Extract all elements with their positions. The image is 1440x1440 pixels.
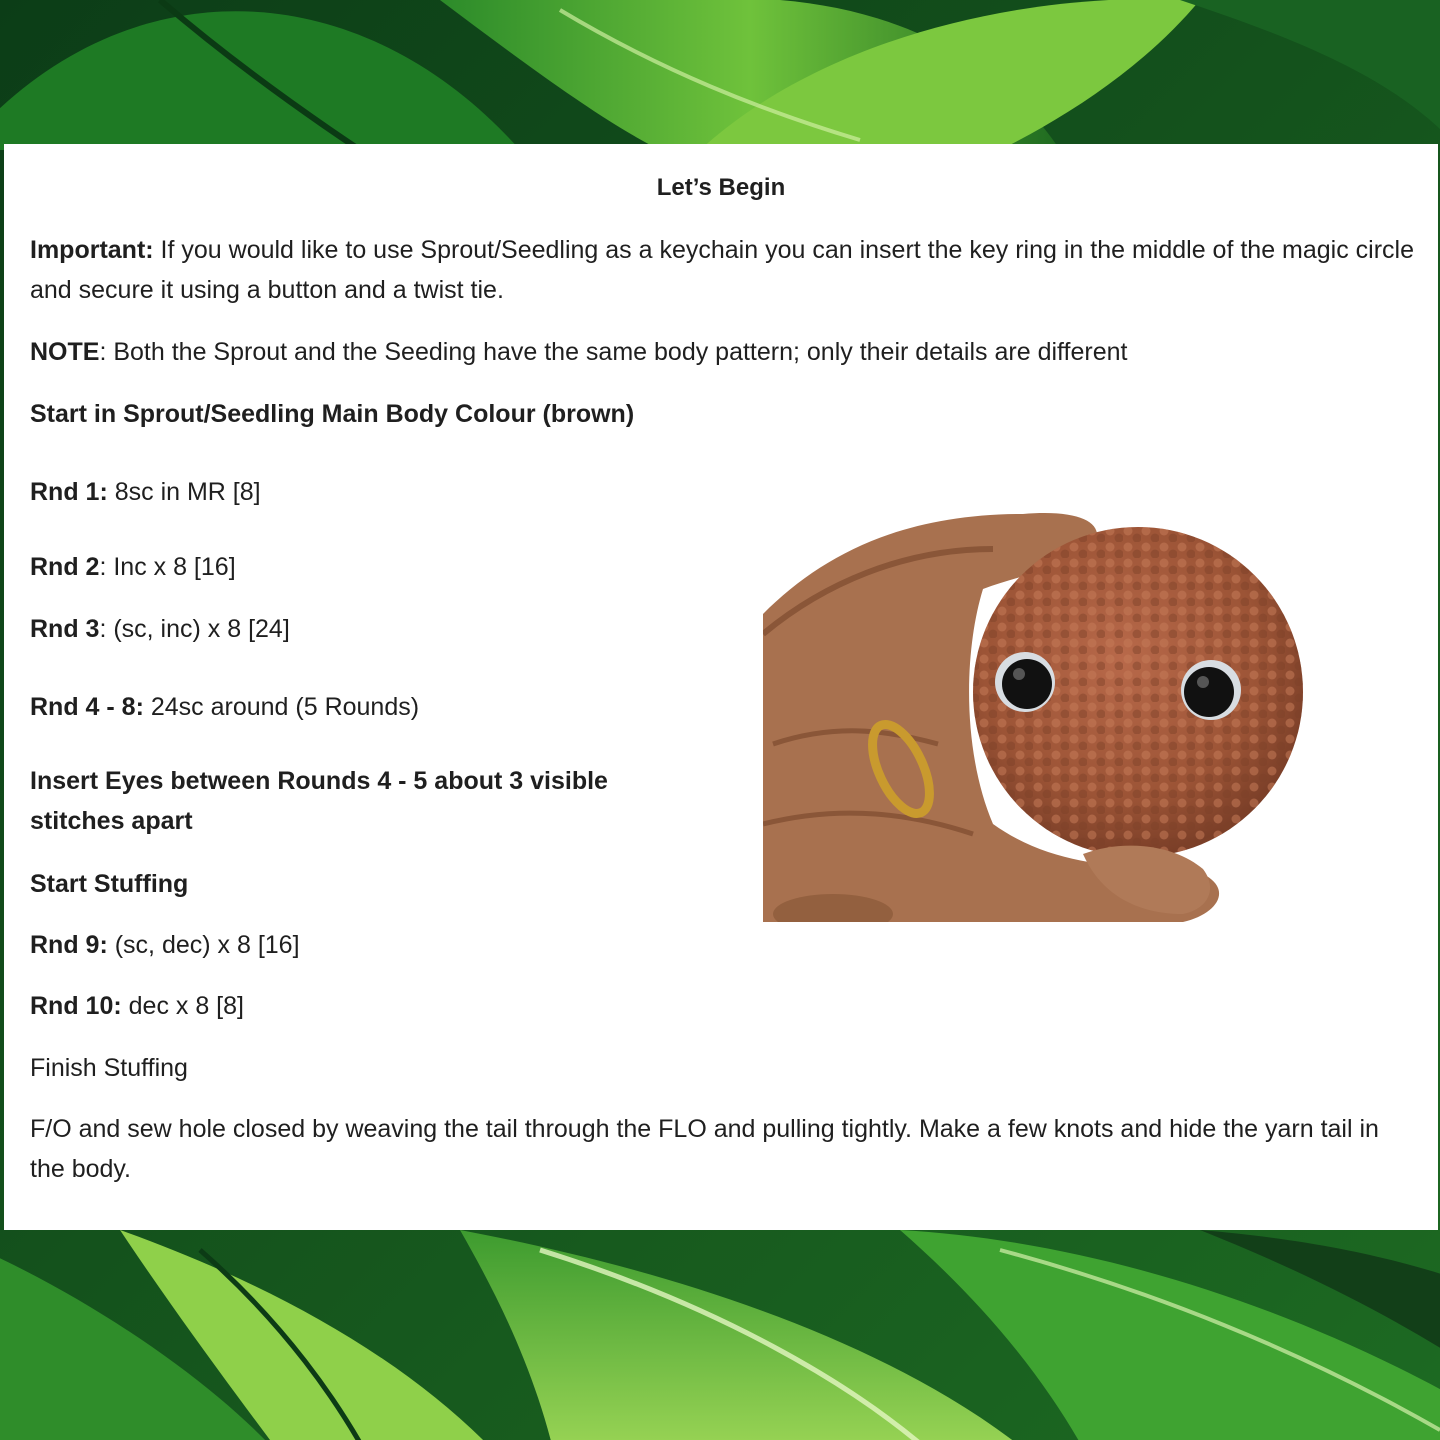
important-text: If you would like to use Sprout/Seedling as a keychain you can insert the key ring in the middle of the magic circle and secure it using a button and a twist tie. [30,236,1415,304]
note-paragraph [30,332,1127,372]
round-text: dec x 8 [8] [121,992,244,1020]
round-label: Rnd 4 - 8: [30,693,144,721]
round-text: (sc, dec) x 8 [16] [107,931,300,959]
note-text: : Both the Sprout and the Seeding have the same body pattern; only their details are different [99,338,1128,366]
round-2 [30,547,236,587]
round-text: : Inc x 8 [16] [99,553,236,581]
round-label: Rnd 10: [30,992,122,1020]
important-label: Important: [30,236,154,264]
finish-stuffing-step: Finish Stuffing [30,1054,188,1082]
round-text: : (sc, inc) x 8 [24] [99,615,290,643]
round-9 [30,925,300,965]
round-text: 24sc around (5 Rounds) [143,693,420,721]
final-step: F/O and sew hole closed by weaving the tail through the FLO and pulling tightly. Make a few knots and hide the yarn tail in the body. [30,1115,1379,1183]
round-label: Rnd 3 [30,615,100,643]
start-colour-heading: Start in Sprout/Seedling Main Body Colour (brown) [30,400,635,428]
page-title: Let’s Begin [656,174,786,201]
note-label: NOTE [30,338,100,366]
round-4-8 [30,687,419,727]
insert-eyes-step: Insert Eyes between Rounds 4 - 5 about 3 visible stitches apart [30,767,608,835]
round-text: 8sc in MR [8] [107,478,261,506]
round-label: Rnd 9: [30,931,108,959]
pattern-card [4,144,1438,1230]
round-10 [30,986,244,1026]
start-stuffing-step: Start Stuffing [30,870,189,898]
round-1 [30,472,261,512]
round-label: Rnd 2 [30,553,100,581]
important-paragraph [30,230,1425,310]
round-label: Rnd 1: [30,478,108,506]
round-3 [30,609,290,649]
amigurumi-photo [763,494,1303,922]
